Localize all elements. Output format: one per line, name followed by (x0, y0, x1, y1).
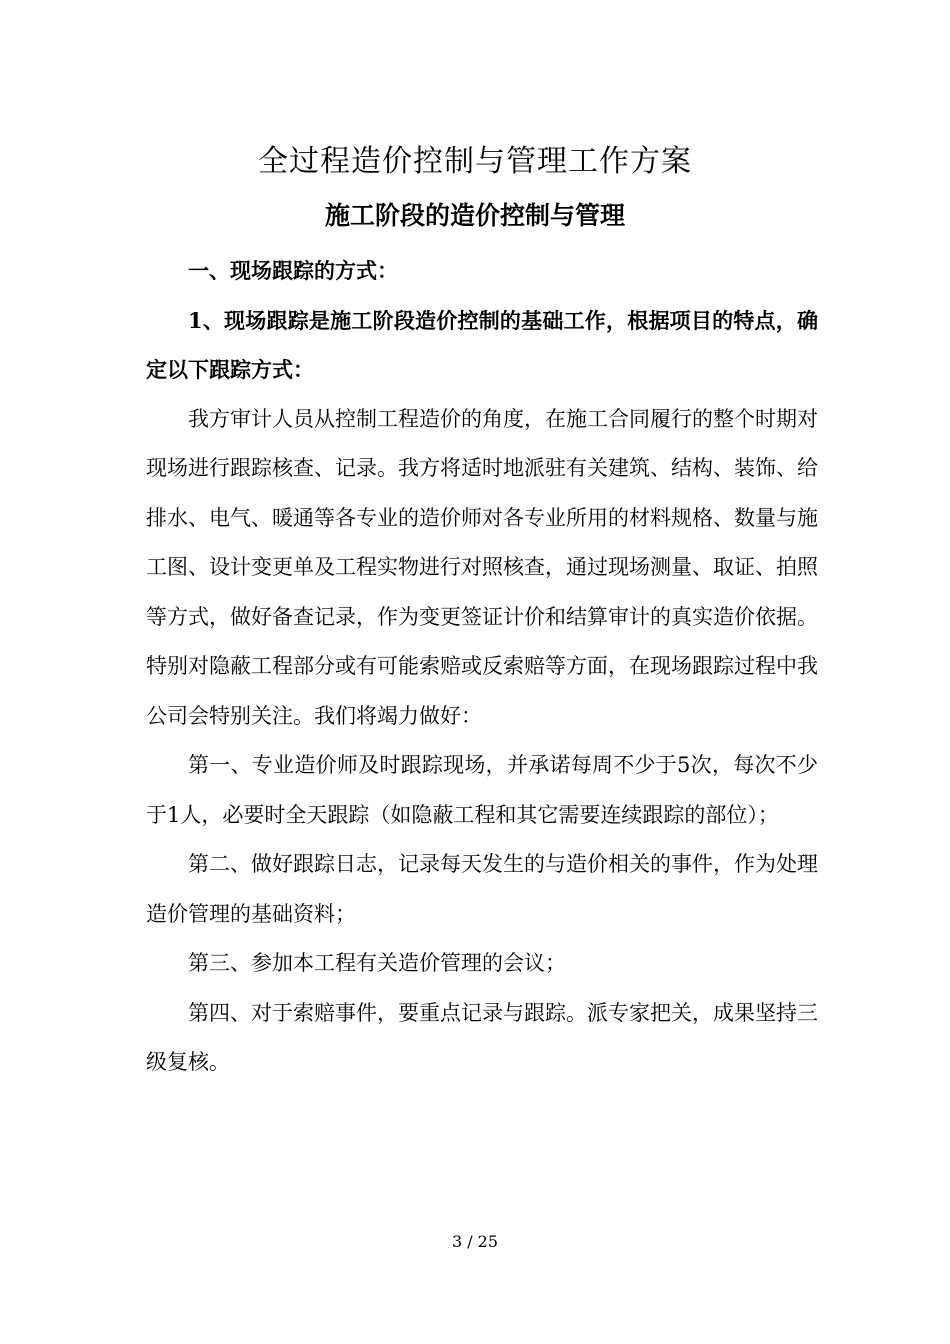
document-body (146, 246, 818, 1088)
paragraph-item-third: 第三、参加本工程有关造价管理的会议； (188, 951, 566, 975)
paragraph-item-fourth: 第四、对于索赔事件，要重点记录与跟踪。派专家把关，成果坚持三级复核。 (146, 1000, 818, 1074)
paragraph-tracking-method: 1、现场跟踪是施工阶段造价控制的基础工作，根据项目的特点，确定以下跟踪方式： (146, 307, 818, 382)
paragraph-audit-description: 我方审计人员从控制工程造价的角度，在施工合同履行的整个时期对现场进行跟踪核查、记录。我方将适时地派驻有关建筑、结构、装饰、给排水、电气、暖通等各专业的造价师对各专业所用的材料规格、数量与施工图、设计变更单及工程实物进行对照核查，通过现场测量、取证、拍照等方式，做好备查记录，作为变更签证计价和结算审计的真实造价依据。特别对隐蔽工程部分或有可能索赔或反索赔等方面，在现场跟踪过程中我公司会特别关注。我们将竭力做好： (146, 406, 818, 728)
document-subtitle: 施工阶段的造价控制与管理 (324, 201, 625, 230)
section-heading: 一、现场跟踪的方式： (188, 258, 398, 283)
page-number: 3 / 25 (451, 1232, 499, 1251)
document-title: 全过程造价控制与管理工作方案 (258, 144, 692, 179)
paragraph-item-first: 第一、专业造价师及时跟踪现场，并承诺每周不少于5次，每次不少于1人，必要时全天跟踪（如隐蔽工程和其它需要连续跟踪的部位）； (146, 753, 818, 827)
paragraph-item-second: 第二、做好跟踪日志，记录每天发生的与造价相关的事件，作为处理造价管理的基础资料； (146, 852, 818, 926)
